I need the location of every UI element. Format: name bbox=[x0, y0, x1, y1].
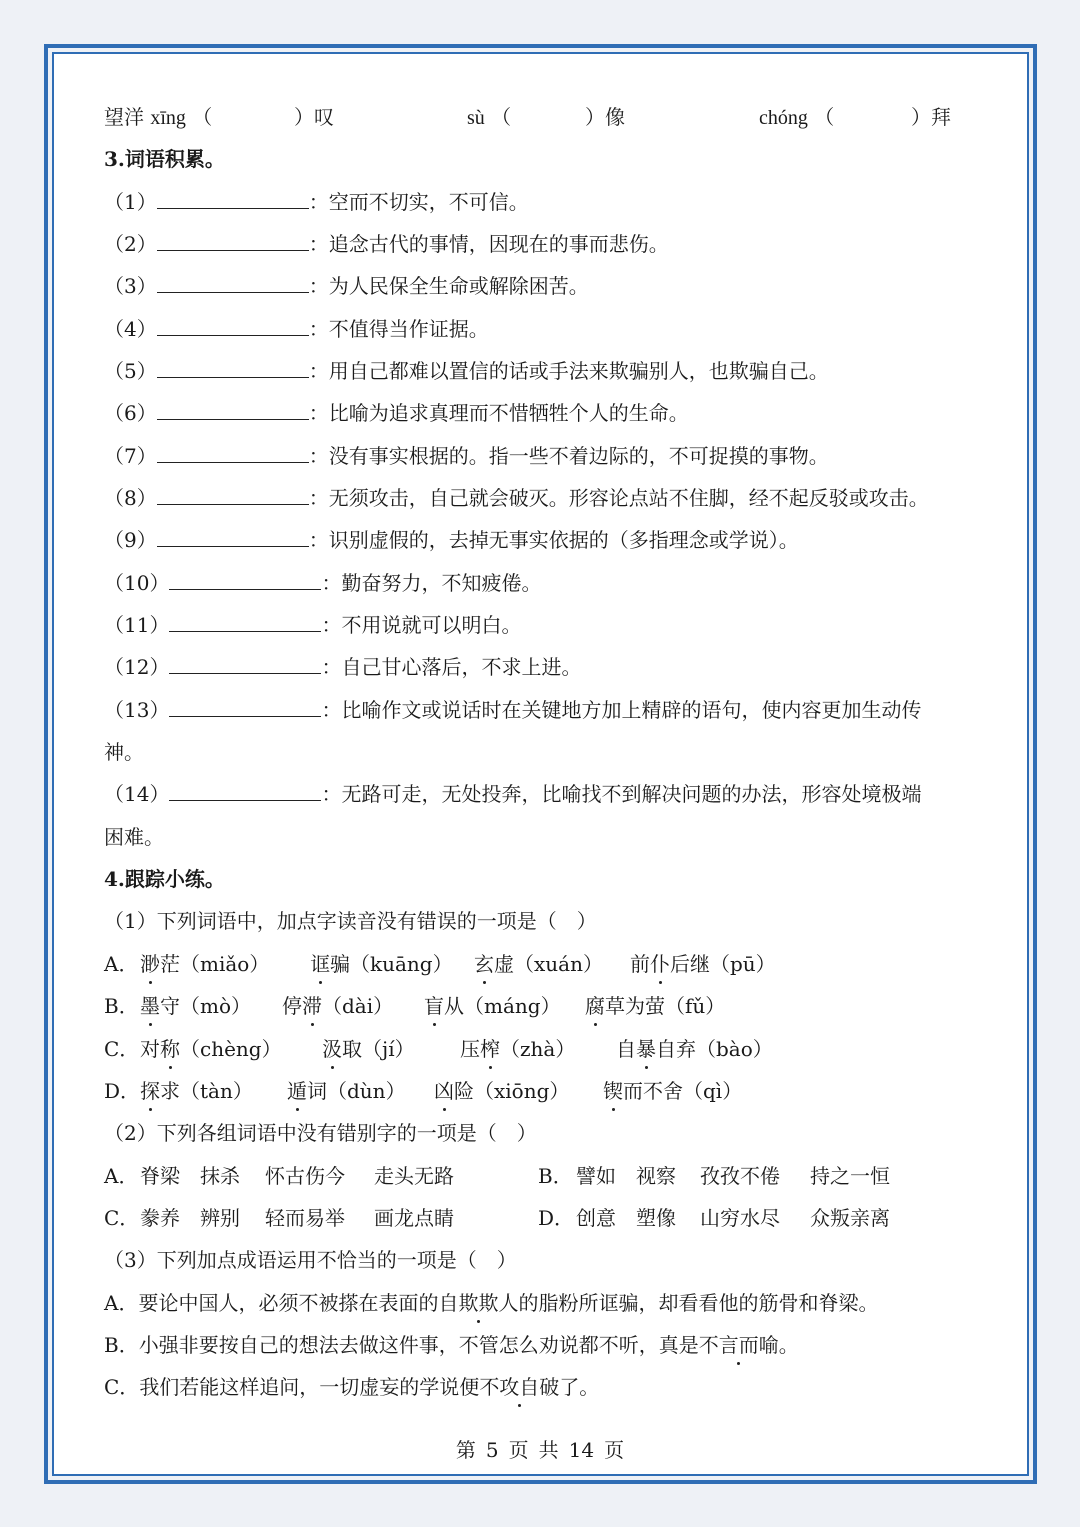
answer-blank[interactable] bbox=[157, 399, 309, 420]
option-word: 墨守（mò） bbox=[140, 994, 252, 1018]
answer-blank[interactable] bbox=[157, 188, 309, 209]
option-word: 辨别 bbox=[200, 1206, 240, 1230]
vocab-item-3: （3） ：为人民保全生命或解除困苦。 bbox=[104, 274, 589, 298]
option-word: 塑像 bbox=[636, 1206, 676, 1230]
pinyin-item-3-tail: ）拜 bbox=[911, 105, 951, 129]
option-word: 诓骗（kuāng） bbox=[310, 952, 453, 976]
answer-blank[interactable] bbox=[157, 230, 309, 251]
option-word: 停滞（dài） bbox=[282, 994, 394, 1018]
section-3-title: 3.词语积累。 bbox=[104, 147, 225, 171]
vocab-item-10: （10） ：勤奋努力，不知疲倦。 bbox=[104, 571, 542, 595]
pinyin-item-3: chóng （ bbox=[759, 105, 835, 129]
vocab-item-4: （4） ：不值得当作证据。 bbox=[104, 317, 489, 341]
vocab-item-1: （1） ：空而不切实，不可信。 bbox=[104, 190, 529, 214]
vocab-item-13: （13） ：比喻作文或说话时在关键地方加上精辟的语句，使内容更加生动传 bbox=[104, 698, 922, 722]
answer-blank[interactable] bbox=[169, 780, 321, 801]
answer-blank[interactable] bbox=[169, 696, 321, 717]
option-word: 创意 bbox=[576, 1206, 616, 1230]
vocab-item-12: （12） ：自己甘心落后，不求上进。 bbox=[104, 655, 582, 679]
answer-blank[interactable] bbox=[157, 526, 309, 547]
option-word: 山穷水尽 bbox=[700, 1206, 780, 1230]
option-word: 画龙点睛 bbox=[374, 1206, 454, 1230]
option-word: 渺茫（miǎo） bbox=[140, 952, 270, 976]
option-word: 孜孜不倦 bbox=[700, 1164, 780, 1188]
option-word: 凶险（xiōng） bbox=[434, 1079, 570, 1103]
answer-blank[interactable] bbox=[169, 569, 321, 590]
vocab-item-5: （5） ：用自己都难以置信的话或手法来欺骗别人，也欺骗自己。 bbox=[104, 359, 829, 383]
option-word: 玄虚（xuán） bbox=[474, 952, 603, 976]
option-word: 前仆后继（pū） bbox=[630, 952, 776, 976]
option-word: 锲而不舍（qì） bbox=[603, 1079, 743, 1103]
vocab-item-9: （9） ：识别虚假的，去掉无事实依据的（多指理念或学说）。 bbox=[104, 528, 799, 552]
vocab-item-11: （11） ：不用说就可以明白。 bbox=[104, 613, 522, 637]
answer-blank[interactable] bbox=[169, 653, 321, 674]
answer-blank[interactable] bbox=[169, 611, 321, 632]
option-word: 探求（tàn） bbox=[140, 1079, 253, 1103]
option-word: 汲取（jí） bbox=[322, 1037, 415, 1061]
option-word: 脊梁 bbox=[140, 1164, 180, 1188]
pinyin-item-2: sù （ bbox=[467, 105, 512, 129]
vocab-item-13-cont: 神。 bbox=[104, 740, 144, 764]
option-word: 遁词（dùn） bbox=[287, 1079, 406, 1103]
vocab-item-7: （7） ：没有事实根据的。指一些不着边际的，不可捉摸的事物。 bbox=[104, 444, 829, 468]
answer-blank[interactable] bbox=[157, 357, 309, 378]
option-word: 轻而易举 bbox=[265, 1206, 345, 1230]
option-word: 自暴自弃（bào） bbox=[616, 1037, 773, 1061]
total-pages: 14 bbox=[568, 1438, 595, 1462]
option-word: 盲从（máng） bbox=[424, 994, 561, 1018]
option-word: 众叛亲离 bbox=[810, 1206, 890, 1230]
q3-option-c[interactable]: C．我们若能这样追问，一切虚妄的学说便不攻自破了。 bbox=[104, 1375, 600, 1399]
option-word: 豢养 bbox=[140, 1206, 180, 1230]
answer-blank[interactable] bbox=[157, 272, 309, 293]
pinyin-item-2-tail: ）像 bbox=[585, 105, 625, 129]
option-word: 抹杀 bbox=[200, 1164, 240, 1188]
option-word: 视察 bbox=[636, 1164, 676, 1188]
q1-stem: （1）下列词语中，加点字读音没有错误的一项是（ ） bbox=[104, 909, 597, 933]
option-word: 譬如 bbox=[576, 1164, 616, 1188]
current-page-number: 5 bbox=[485, 1438, 499, 1462]
vocab-item-8: （8） ：无须攻击，自己就会破灭。形容论点站不住脚，经不起反驳或攻击。 bbox=[104, 486, 929, 510]
answer-blank[interactable] bbox=[157, 315, 309, 336]
vocab-item-14: （14） ：无路可走，无处投奔，比喻找不到解决问题的办法，形容处境极端 bbox=[104, 782, 922, 806]
pinyin-item-1: 望洋 xīng （ bbox=[104, 105, 213, 129]
option-word: 持之一恒 bbox=[810, 1164, 890, 1188]
option-word: 怀古伤今 bbox=[265, 1164, 345, 1188]
q3-option-a[interactable]: A．要论中国人，必须不被搽在表面的自欺欺人的脂粉所诓骗，却看看他的筋骨和脊梁。 bbox=[104, 1291, 879, 1315]
option-word: 腐草为萤（fǔ） bbox=[585, 994, 726, 1018]
page-footer: 第 5 页 共 14 页 bbox=[455, 1438, 625, 1462]
q3-stem: （3）下列加点成语运用不恰当的一项是（ ） bbox=[104, 1248, 517, 1272]
option-word: 压榨（zhà） bbox=[460, 1037, 576, 1061]
pinyin-item-1-tail: ）叹 bbox=[294, 105, 334, 129]
option-word: 走头无路 bbox=[374, 1164, 454, 1188]
q2-stem: （2）下列各组词语中没有错别字的一项是（ ） bbox=[104, 1121, 537, 1145]
vocab-item-14-cont: 困难。 bbox=[104, 825, 164, 849]
section-4-title: 4.跟踪小练。 bbox=[104, 867, 225, 891]
vocab-item-6: （6） ：比喻为追求真理而不惜牺牲个人的生命。 bbox=[104, 401, 689, 425]
q3-option-b[interactable]: B．小强非要按自己的想法去做这件事，不管怎么劝说都不听，真是不言而喻。 bbox=[104, 1333, 799, 1357]
answer-blank[interactable] bbox=[157, 484, 309, 505]
vocab-item-2: （2） ：追念古代的事情，因现在的事而悲伤。 bbox=[104, 232, 669, 256]
answer-blank[interactable] bbox=[157, 442, 309, 463]
option-word: 对称（chèng） bbox=[140, 1037, 282, 1061]
